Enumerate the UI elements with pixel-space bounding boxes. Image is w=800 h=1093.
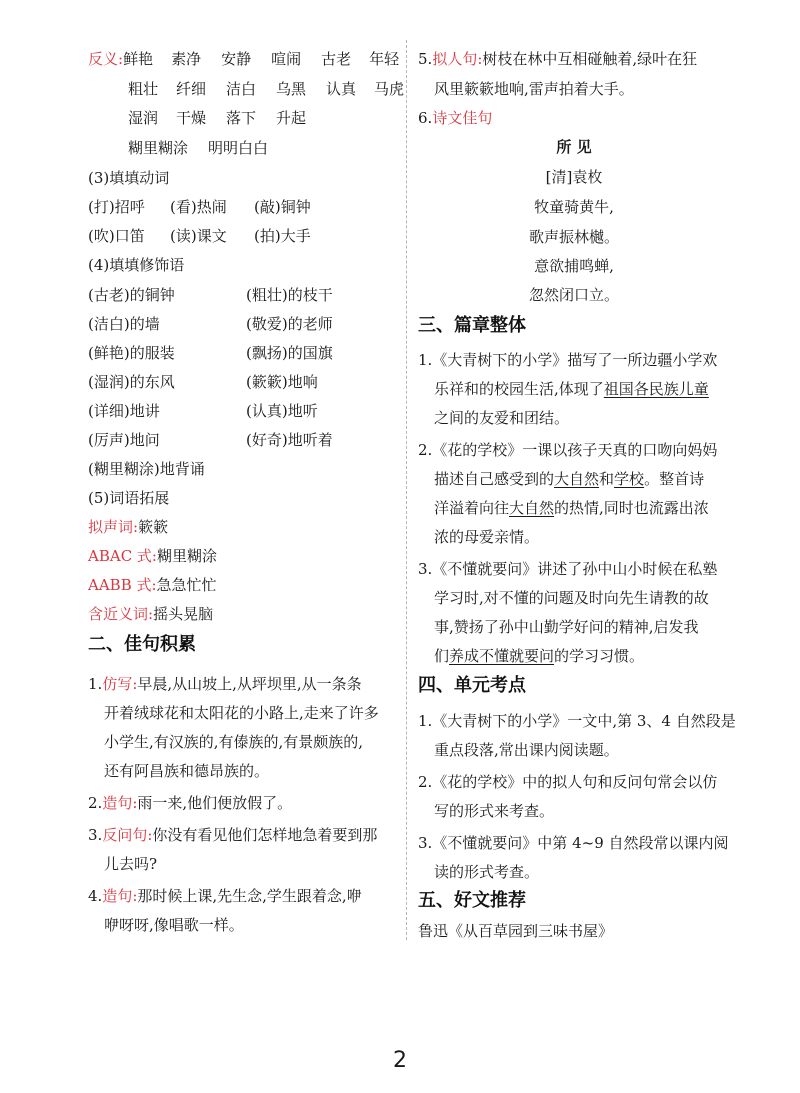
item-number: 5. bbox=[418, 50, 433, 68]
word: 喧闹 bbox=[271, 50, 302, 68]
expansion-text: 急急忙忙 bbox=[156, 576, 217, 594]
text: 。整首诗 bbox=[644, 470, 705, 488]
underlined-text: 养成不懂就要问 bbox=[449, 647, 555, 665]
item-number: 6. bbox=[418, 109, 433, 127]
modifiers-row bbox=[88, 429, 333, 451]
recommendation-text: 鲁迅《从百草园到三味书屋》 bbox=[418, 922, 614, 940]
word: 素净 bbox=[171, 50, 202, 68]
poem-line: 意欲捕鸣蝉, bbox=[534, 257, 614, 275]
paragraph-line: 重点段落,常出课内阅读题。 bbox=[434, 741, 619, 759]
poem-line: 牧童骑黄牛, bbox=[534, 198, 614, 216]
item-label: 拟人句: bbox=[432, 50, 483, 68]
item-number: 4. bbox=[88, 887, 103, 905]
expansion-label: ABAC 式: bbox=[88, 547, 157, 565]
sentence-line: 开着绒球花和太阳花的小路上,走来了许多 bbox=[104, 704, 379, 722]
text: 和 bbox=[599, 470, 615, 488]
expansion-item bbox=[88, 545, 217, 567]
word: 洁白 bbox=[226, 80, 257, 98]
word: (糊里糊涂)地背诵 bbox=[88, 460, 205, 478]
modifiers-row bbox=[88, 342, 333, 364]
text: 描述自己感受到的 bbox=[434, 470, 555, 488]
expansion-label: 拟声词: bbox=[88, 518, 139, 536]
word: (湿润)的东风 bbox=[88, 373, 175, 391]
word: 年轻 bbox=[369, 50, 400, 68]
word: 乌黑 bbox=[276, 80, 307, 98]
sentence-item-2 bbox=[88, 792, 292, 814]
text: 的热情,同时也流露出浓 bbox=[554, 499, 709, 517]
word: 明明白白 bbox=[208, 139, 269, 157]
item-text: 那时候上课,先生念,学生跟着念,咿 bbox=[137, 887, 362, 905]
word: (好奇)地听着 bbox=[246, 431, 333, 449]
section-title: 四、单元考点 bbox=[418, 675, 526, 696]
word: 鲜艳 bbox=[123, 50, 154, 68]
modifiers-heading: (4)填填修饰语 bbox=[88, 256, 185, 274]
word: (认真)地听 bbox=[246, 402, 318, 420]
item-label: 诗文佳句 bbox=[432, 109, 493, 127]
poem-title: 所 见 bbox=[556, 138, 592, 156]
word: (吹)口笛 bbox=[88, 227, 145, 245]
sentence-item-4 bbox=[88, 885, 362, 907]
antonyms-row-1 bbox=[88, 48, 399, 70]
text: 们 bbox=[434, 647, 450, 665]
word: 干燥 bbox=[176, 109, 207, 127]
modifiers-row bbox=[88, 371, 318, 393]
paragraph-line bbox=[434, 645, 644, 667]
word: (拍)大手 bbox=[254, 227, 311, 245]
word: 纤细 bbox=[176, 80, 207, 98]
sentence-item-1 bbox=[88, 673, 362, 695]
expansion-item bbox=[88, 516, 168, 538]
paragraph-line: 1.《大青树下的小学》描写了一所边疆小学欢 bbox=[418, 351, 718, 369]
antonyms-row-3 bbox=[128, 107, 306, 129]
expansion-heading: (5)词语拓展 bbox=[88, 489, 170, 507]
paragraph-line: 2.《花的学校》中的拟人句和反问句常会以仿 bbox=[418, 773, 718, 791]
section-title: 二、佳句积累 bbox=[88, 634, 196, 655]
paragraph-line: 1.《大青树下的小学》一文中,第 3、4 自然段是 bbox=[418, 712, 736, 730]
word: 认真 bbox=[326, 80, 357, 98]
item-text: 你没有看见他们怎样地急着要到那 bbox=[152, 826, 378, 844]
word: 马虎 bbox=[374, 80, 405, 98]
item-text: 早晨,从山坡上,从坪坝里,从一条条 bbox=[137, 675, 362, 693]
item-label: 造句: bbox=[102, 887, 138, 905]
item-number: 1. bbox=[88, 675, 103, 693]
underlined-text: 祖国各民族儿童 bbox=[603, 380, 709, 398]
expansion-item bbox=[88, 603, 213, 625]
underlined-text: 学校 bbox=[614, 470, 645, 488]
paragraph-line: 写的形式来考查。 bbox=[434, 802, 555, 820]
word: (簌簌)地响 bbox=[246, 373, 318, 391]
underlined-text: 大自然 bbox=[509, 499, 555, 517]
word: (厉声)地问 bbox=[88, 431, 160, 449]
word: (洁白)的墙 bbox=[88, 315, 160, 333]
word: 糊里糊涂 bbox=[128, 139, 189, 157]
word: 古老 bbox=[321, 50, 352, 68]
modifiers-row bbox=[88, 313, 333, 335]
antonyms-label: 反义: bbox=[88, 50, 124, 68]
sentence-line: 儿去吗? bbox=[104, 855, 158, 873]
text: 乐祥和的校园生活,体现了 bbox=[434, 380, 604, 398]
word: 粗壮 bbox=[128, 80, 159, 98]
paragraph-line: 事,赞扬了孙中山勤学好问的精神,启发我 bbox=[434, 618, 699, 636]
word: 安静 bbox=[221, 50, 252, 68]
sentence-line: 还有阿昌族和德昂族的。 bbox=[104, 762, 270, 780]
word: (敲)铜钟 bbox=[254, 198, 311, 216]
paragraph-line: 3.《不懂就要问》中第 4~9 自然段常以课内阅 bbox=[418, 834, 729, 852]
word: (看)热闹 bbox=[170, 198, 227, 216]
paragraph-line bbox=[434, 468, 704, 490]
section-title: 五、好文推荐 bbox=[418, 890, 526, 911]
word: 升起 bbox=[276, 109, 307, 127]
word: (敬爱)的老师 bbox=[246, 315, 333, 333]
paragraph-line: 学习时,对不懂的问题及时向先生请教的故 bbox=[434, 589, 709, 607]
word: (详细)地讲 bbox=[88, 402, 160, 420]
sentence-line: 风里簌簌地响,雷声拍着大手。 bbox=[434, 80, 634, 98]
paragraph-line: 之间的友爱和团结。 bbox=[434, 409, 570, 427]
expansion-text: 糊里糊涂 bbox=[157, 547, 218, 565]
expansion-item bbox=[88, 574, 217, 596]
paragraph-line: 浓的母爱亲情。 bbox=[434, 528, 540, 546]
poem-author: [清]袁枚 bbox=[545, 168, 603, 186]
item-number: 2. bbox=[88, 794, 103, 812]
sentence-item-3 bbox=[88, 824, 377, 846]
verbs-row-1 bbox=[88, 196, 311, 218]
item-text: 树枝在林中互相碰触着,绿叶在狂 bbox=[482, 50, 698, 68]
antonyms-row-4 bbox=[128, 137, 268, 159]
modifiers-row bbox=[88, 400, 318, 422]
word: (粗壮)的枝干 bbox=[246, 286, 333, 304]
paragraph-line bbox=[434, 497, 709, 519]
word: (鲜艳)的服装 bbox=[88, 344, 175, 362]
item-label: 反问句: bbox=[102, 826, 153, 844]
word: 湿润 bbox=[128, 109, 159, 127]
word: (打)招呼 bbox=[88, 198, 145, 216]
item-text: 雨一来,他们便放假了。 bbox=[137, 794, 293, 812]
item-label: 仿写: bbox=[102, 675, 138, 693]
expansion-text: 簌簌 bbox=[138, 518, 169, 536]
text: 洋溢着向往 bbox=[434, 499, 510, 517]
column-divider bbox=[406, 40, 407, 940]
paragraph-line: 3.《不懂就要问》讲述了孙中山小时候在私塾 bbox=[418, 560, 718, 578]
verbs-heading: (3)填填动词 bbox=[88, 169, 170, 187]
poem-line: 歌声振林樾。 bbox=[528, 228, 619, 246]
expansion-label: AABB 式: bbox=[88, 576, 157, 594]
page-number: 2 bbox=[393, 1048, 407, 1073]
sentence-item-5 bbox=[418, 48, 697, 70]
antonyms-row-2 bbox=[128, 78, 404, 100]
modifiers-row bbox=[88, 284, 333, 306]
paragraph-line: 2.《花的学校》一课以孩子天真的口吻向妈妈 bbox=[418, 441, 718, 459]
text: 的学习习惯。 bbox=[554, 647, 645, 665]
expansion-text: 摇头晃脑 bbox=[153, 605, 214, 623]
sentence-item-6 bbox=[418, 107, 492, 129]
word: (飘扬)的国旗 bbox=[246, 344, 333, 362]
word: (读)课文 bbox=[170, 227, 227, 245]
section-title: 三、篇章整体 bbox=[418, 315, 526, 336]
sentence-line: 咿呀呀,像唱歌一样。 bbox=[104, 916, 244, 934]
verbs-row-2 bbox=[88, 225, 311, 247]
item-label: 造句: bbox=[102, 794, 138, 812]
expansion-label: 含近义词: bbox=[88, 605, 154, 623]
paragraph-line: 读的形式考查。 bbox=[434, 863, 540, 881]
poem-line: 忽然闭口立。 bbox=[528, 286, 619, 304]
item-number: 3. bbox=[88, 826, 103, 844]
sentence-line: 小学生,有汉族的,有傣族的,有景颇族的, bbox=[104, 733, 364, 751]
underlined-text: 大自然 bbox=[554, 470, 600, 488]
modifiers-row bbox=[88, 458, 205, 480]
paragraph-line bbox=[434, 378, 709, 400]
word: (古老)的铜钟 bbox=[88, 286, 175, 304]
word: 落下 bbox=[226, 109, 257, 127]
